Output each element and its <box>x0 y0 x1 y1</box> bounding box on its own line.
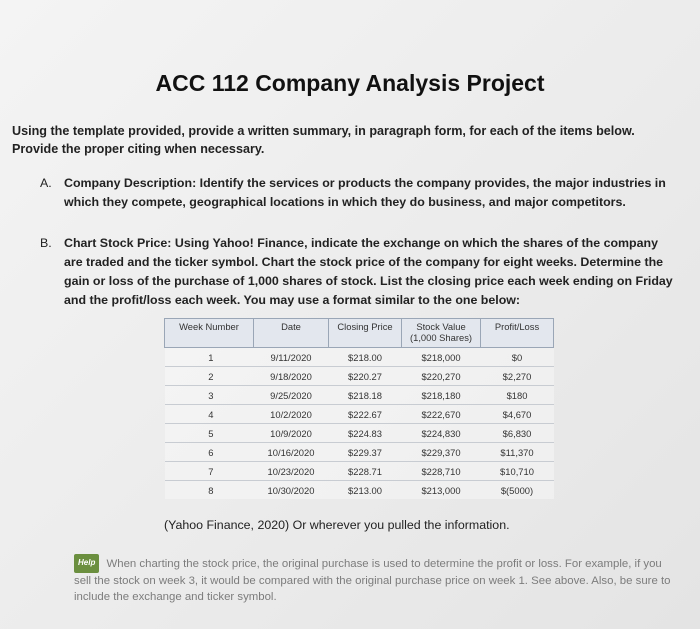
cell-closing-price: $228.71 <box>329 462 402 481</box>
cell-stock-value: $220,270 <box>402 367 481 386</box>
cell-week: 7 <box>165 462 254 481</box>
cell-stock-value: $222,670 <box>402 405 481 424</box>
cell-closing-price: $222.67 <box>329 405 402 424</box>
item-a <box>40 174 676 212</box>
cell-stock-value: $213,000 <box>402 481 481 500</box>
cell-week: 5 <box>165 424 254 443</box>
item-b-description: Using Yahoo! Finance, indicate the exchange on which the shares of the company are traded and the ticker symbol. Chart the stock price of the company for eight weeks. Determine the gain or loss of the purchase of 1,000 shares of stock. List the closing price each week ending on Friday and the profit/loss each week. You may use a format similar to the one below: <box>64 236 673 307</box>
cell-closing-price: $229.37 <box>329 443 402 462</box>
help-note <box>74 554 674 605</box>
cell-date: 9/11/2020 <box>254 348 329 367</box>
table-row <box>165 348 554 367</box>
cell-week: 6 <box>165 443 254 462</box>
header-week-number: Week Number <box>165 319 254 348</box>
page-title: ACC 112 Company Analysis Project <box>155 70 545 96</box>
cell-profit-loss: $10,710 <box>481 462 554 481</box>
cell-week: 1 <box>165 348 254 367</box>
cell-week: 2 <box>165 367 254 386</box>
cell-date: 10/2/2020 <box>254 405 329 424</box>
cell-date: 10/30/2020 <box>254 481 329 500</box>
table-row <box>165 424 554 443</box>
item-b <box>40 234 676 310</box>
table-header-row <box>165 319 554 348</box>
table-row <box>165 386 554 405</box>
table-row <box>165 481 554 500</box>
header-stock-value: Stock Value (1,000 Shares) <box>402 319 481 348</box>
cell-week: 4 <box>165 405 254 424</box>
table-row <box>165 443 554 462</box>
cell-stock-value: $228,710 <box>402 462 481 481</box>
cell-profit-loss: $2,270 <box>481 367 554 386</box>
header-date: Date <box>254 319 329 348</box>
table-row <box>165 462 554 481</box>
stock-price-table <box>164 318 554 499</box>
citation-note: (Yahoo Finance, 2020) Or wherever you pulled the information. <box>164 518 510 532</box>
cell-week: 3 <box>165 386 254 405</box>
item-a-heading: Company Description <box>64 176 193 190</box>
item-b-letter: B. <box>40 236 52 250</box>
cell-stock-value: $229,370 <box>402 443 481 462</box>
cell-date: 10/9/2020 <box>254 424 329 443</box>
cell-profit-loss: $0 <box>481 348 554 367</box>
item-a-letter: A. <box>40 176 52 190</box>
cell-profit-loss: $4,670 <box>481 405 554 424</box>
cell-date: 10/23/2020 <box>254 462 329 481</box>
intro-paragraph: Using the template provided, provide a written summary, in paragraph form, for each of the items below. Provide the proper citing when necessary. <box>12 124 635 156</box>
cell-closing-price: $213.00 <box>329 481 402 500</box>
cell-date: 10/16/2020 <box>254 443 329 462</box>
item-a-description: Identify the services or products the company provides, the major industries in which they compete, geographical locations in which they do business, and major competitors. <box>64 176 666 209</box>
cell-closing-price: $218.00 <box>329 348 402 367</box>
cell-profit-loss: $(5000) <box>481 481 554 500</box>
cell-closing-price: $218.18 <box>329 386 402 405</box>
cell-stock-value: $224,830 <box>402 424 481 443</box>
cell-week: 8 <box>165 481 254 500</box>
cell-stock-value: $218,000 <box>402 348 481 367</box>
cell-stock-value: $218,180 <box>402 386 481 405</box>
item-b-heading: Chart Stock Price: <box>64 236 172 250</box>
cell-profit-loss: $11,370 <box>481 443 554 462</box>
help-text: When charting the stock price, the original purchase is used to determine the profit or loss. For example, if you sell the stock on week 3, it would be compared with the original purchase price on week 1. See above. Also, be sure to include the exchange and ticker symbol. <box>74 558 671 603</box>
cell-closing-price: $220.27 <box>329 367 402 386</box>
cell-date: 9/25/2020 <box>254 386 329 405</box>
cell-profit-loss: $6,830 <box>481 424 554 443</box>
table-row <box>165 405 554 424</box>
table-row <box>165 367 554 386</box>
header-closing-price: Closing Price <box>329 319 402 348</box>
cell-closing-price: $224.83 <box>329 424 402 443</box>
cell-date: 9/18/2020 <box>254 367 329 386</box>
header-profit-loss: Profit/Loss <box>481 319 554 348</box>
help-icon: Help <box>74 554 99 573</box>
cell-profit-loss: $180 <box>481 386 554 405</box>
item-a-heading-sep: : <box>192 176 197 190</box>
